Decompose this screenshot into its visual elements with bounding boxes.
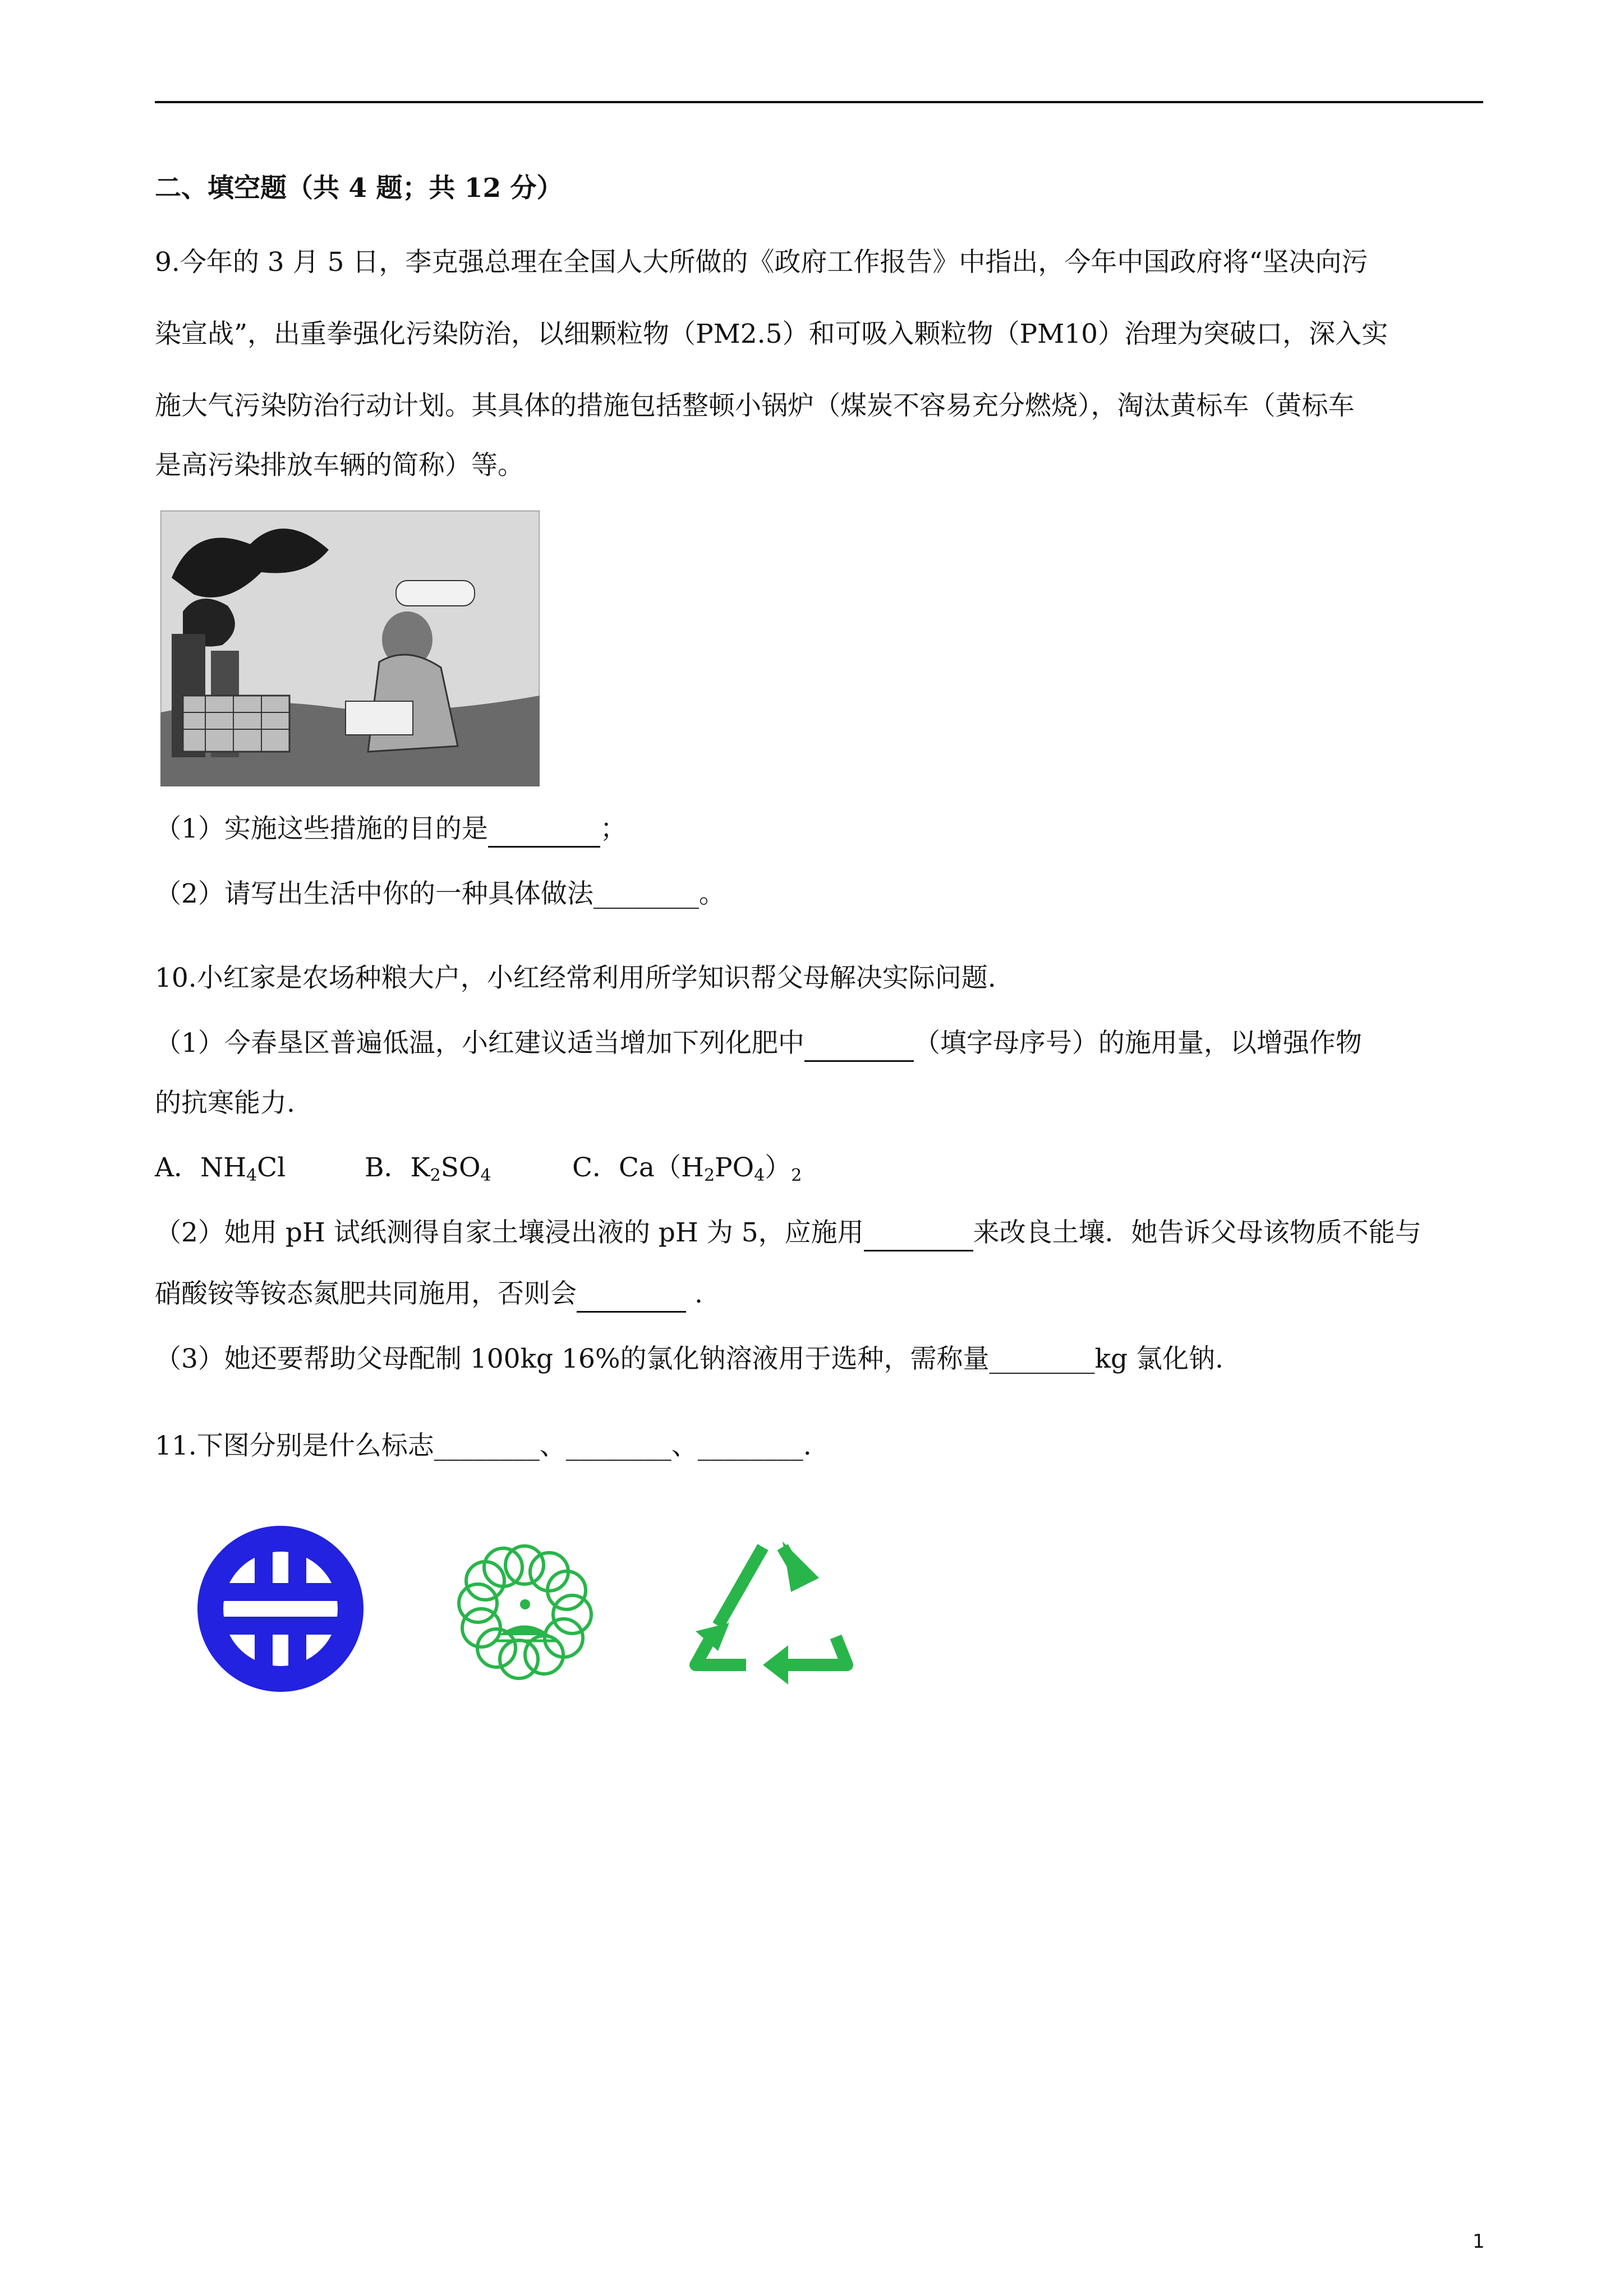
q10-part2 <box>155 1216 1421 1251</box>
option-a-sub: 4 <box>246 1166 257 1185</box>
page-number: 1 <box>1473 2230 1485 2253</box>
q10-part1 <box>155 1027 1362 1062</box>
q9-sub1-end: ； <box>600 813 627 844</box>
option-c-sub1: 2 <box>703 1166 715 1185</box>
section-title: 二、填空题（共 4 题；共 12 分） <box>155 173 563 204</box>
option-c-sub2: 4 <box>754 1166 765 1185</box>
option-c-label: C．Ca（H <box>572 1152 704 1183</box>
option-a-tail: Cl <box>257 1152 286 1183</box>
q10-part2-blank[interactable] <box>864 1216 973 1251</box>
option-c <box>572 1151 802 1193</box>
recycling-icon <box>679 1525 864 1693</box>
option-b-mid: SO <box>440 1152 481 1183</box>
q10-part1-tail: （填字母序号）的施用量，以增强作物 <box>913 1028 1362 1059</box>
q10-part1-blank[interactable] <box>804 1027 914 1062</box>
pollution-cartoon-image <box>160 510 540 786</box>
q10-part2-line2 <box>155 1277 703 1313</box>
q9-sub1-blank[interactable] <box>488 812 600 848</box>
option-b <box>365 1151 491 1193</box>
q9-sub1-text: （1）实施这些措施的目的是 <box>155 813 488 844</box>
q10-part1-line2: 的抗寒能力. <box>155 1088 295 1119</box>
china-environmental-label-icon <box>426 1515 623 1711</box>
q10-part2-line2-end: . <box>686 1278 703 1309</box>
option-b-sub2: 4 <box>480 1166 491 1185</box>
option-c-sub3: 2 <box>791 1166 802 1185</box>
header-rule <box>155 101 1483 103</box>
q10-part2-line2-text: 硝酸铵等铵态氮肥共同施用，否则会 <box>155 1278 577 1309</box>
q9-line-1: 9.今年的 3 月 5 日，李克强总理在全国人大所做的《政府工作报告》中指出，今年中国政府将“坚决向污 <box>155 247 1368 278</box>
q11-text: 11.下图分别是什么标志________、________、________. <box>155 1430 812 1461</box>
q10-part2-text: （2）她用 pH 试纸测得自家土壤浸出液的 pH 为 5，应施用 <box>155 1217 864 1248</box>
q10-part3: （3）她还要帮助父母配制 100kg 16%的氯化钠溶液用于选种，需称量________kg 氯化钠. <box>155 1343 1223 1374</box>
option-c-tail: ） <box>765 1152 792 1183</box>
q10-part2-tail: 来改良土壤．她告诉父母该物质不能与 <box>973 1217 1421 1248</box>
option-b-label: B．K <box>365 1152 430 1183</box>
q10-part2-line2-blank[interactable] <box>577 1277 686 1313</box>
option-a-label: A．NH <box>155 1152 247 1183</box>
q9-line-3: 施大气污染防治行动计划。其具体的措施包括整顿小锅炉（煤炭不容易充分燃烧），淘汰黄标车（黄标车 <box>155 390 1355 421</box>
option-c-mid: PO <box>715 1152 755 1183</box>
q10-part1-text: （1）今春垦区普遍低温，小红建议适当增加下列化肥中 <box>155 1028 804 1059</box>
q9-sub2: （2）请写出生活中你的一种具体做法________。 <box>155 878 725 909</box>
energy-saving-logo-icon <box>196 1525 365 1693</box>
option-b-sub1: 2 <box>430 1166 441 1185</box>
q9-sub1 <box>155 812 627 848</box>
option-a <box>155 1151 286 1193</box>
q9-line-4: 是高污染排放车辆的简称）等。 <box>155 450 524 481</box>
q10-intro: 10.小红家是农场种粮大户，小红经常利用所学知识帮父母解决实际问题. <box>155 963 996 993</box>
q9-line-2: 染宣战”，出重拳强化污染防治，以细颗粒物（PM2.5）和可吸入颗粒物（PM10）治理为突破口，深入实 <box>155 319 1388 349</box>
